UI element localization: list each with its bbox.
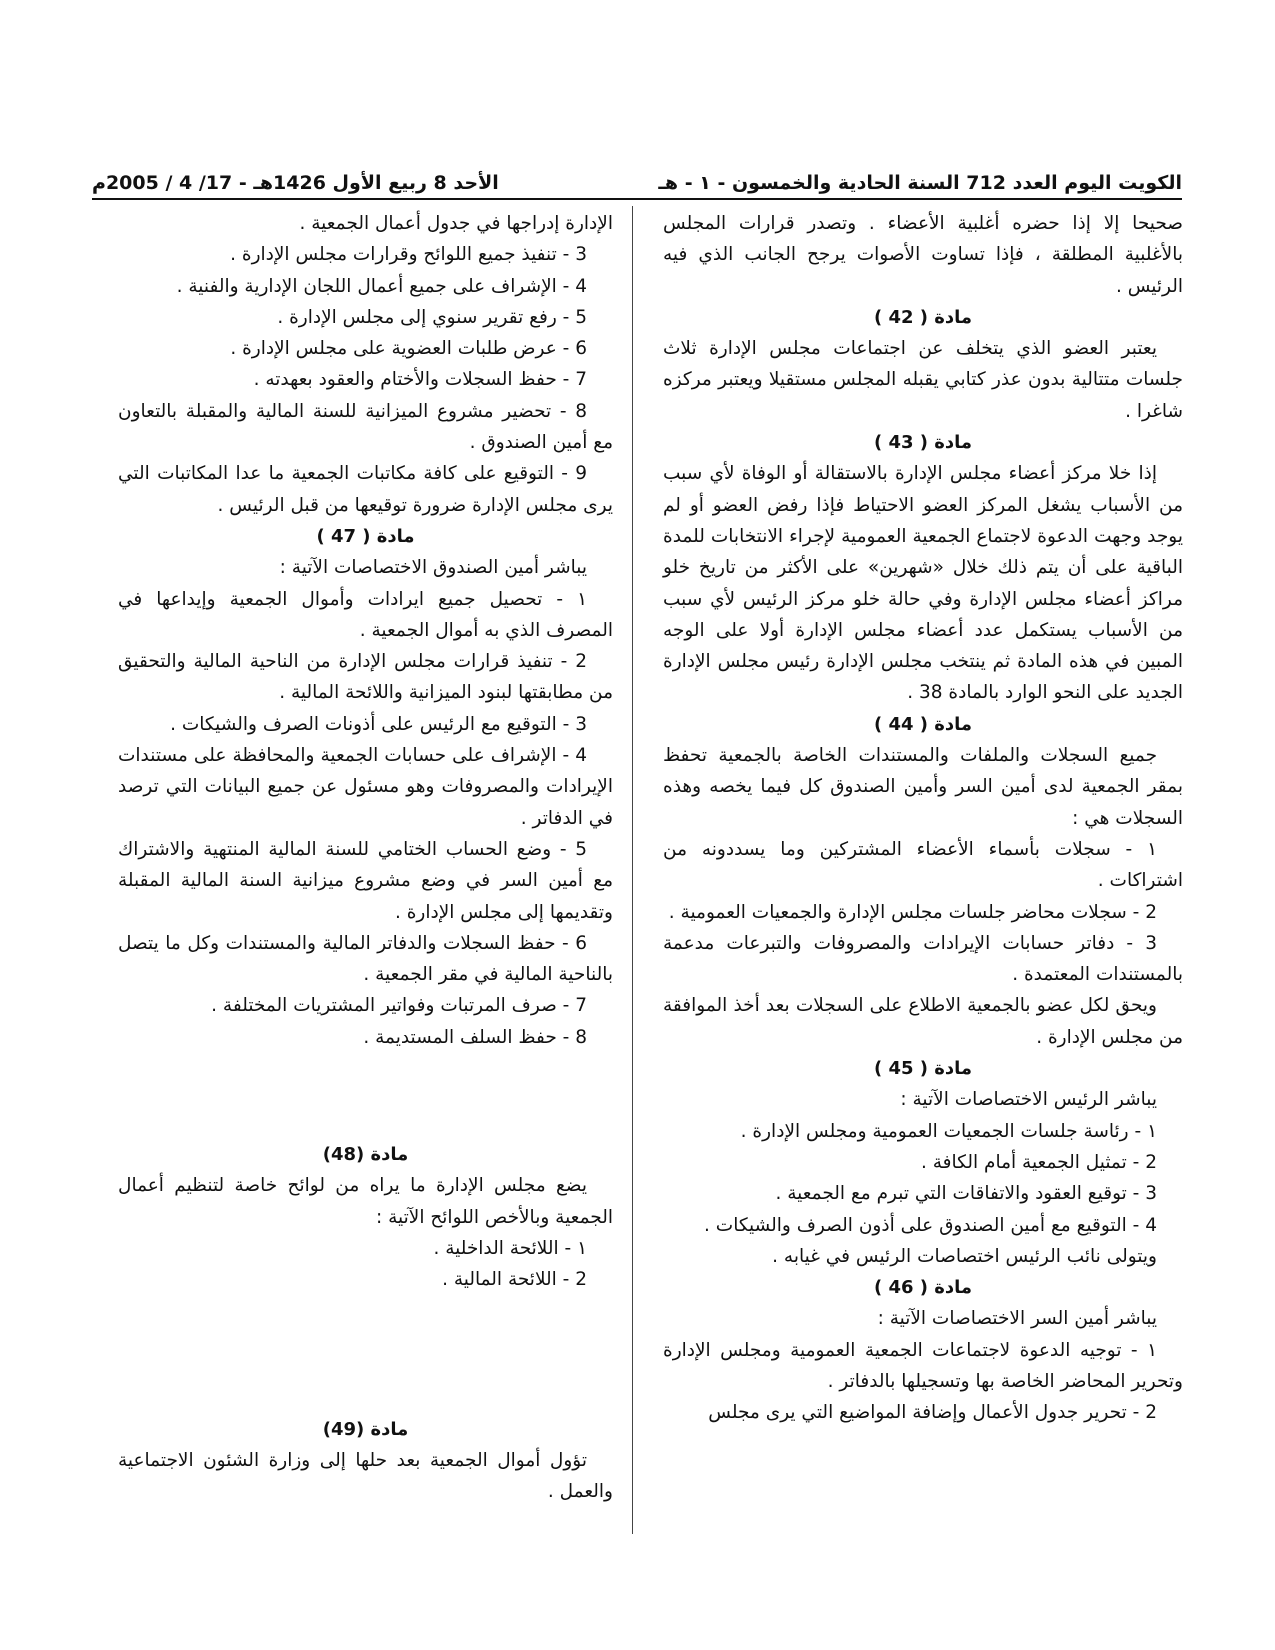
article-heading: مادة ( 46 ) <box>873 1277 973 1299</box>
list-item: 4 - الإشراف على جميع أعمال اللجان الإدارية والفنية . <box>176 275 587 297</box>
article-heading: مادة (48) <box>322 1144 409 1166</box>
list-item: 9 - التوقيع على كافة مكاتبات الجمعية ما عدا المكاتبات التي يرى مجلس الإدارة ضرورة توقيعها من قبل الرئيس . <box>118 463 613 516</box>
list-item: 8 - تحضير مشروع الميزانية للسنة المالية والمقبلة بالتعاون مع أمين الصندوق . <box>118 400 613 454</box>
spacer <box>118 1296 613 1414</box>
list-item: 2 - اللائحة المالية . <box>442 1269 587 1291</box>
paragraph: يباشر أمين الصندوق الاختصاصات الآتية : <box>279 557 587 579</box>
list-item: ١ - رئاسة جلسات الجمعيات العمومية ومجلس الإدارة . <box>740 1120 1157 1142</box>
paragraph: ويتولى نائب الرئيس اختصاصات الرئيس في غيابه . <box>772 1245 1157 1267</box>
paragraph: ويحق لكل عضو بالجمعية الاطلاع على السجلات بعد أخذ الموافقة من مجلس الإدارة . <box>663 995 1183 1048</box>
list-item: 4 - التوقيع مع أمين الصندوق على أذون الصرف والشيكات . <box>704 1214 1157 1236</box>
paragraph: جميع السجلات والملفات والمستندات الخاصة بالجمعية تحفظ بمقر الجمعية لدى أمين السر وأمين الصندوق كل فيما يخصه وهذه السجلات هي : <box>663 745 1183 829</box>
spacer <box>118 1053 613 1139</box>
paragraph: صحيحا إلا إذا حضره أغلبية الأعضاء . وتصدر قرارات المجلس بالأغلبية المطلقة ، فإذا تساوت الأصوات يرجح الجانب الذي فيه الرئيس . <box>663 213 1183 297</box>
paragraph: يباشر أمين السر الاختصاصات الآتية : <box>877 1308 1157 1330</box>
list-item: 5 - وضع الحساب الختامي للسنة المالية المنتهية والاشتراك مع أمين السر في وضع مشروع ميزانية السنة المالية المقبلة وتقديمها إلى مجلس الإدارة . <box>118 838 613 923</box>
article-heading: مادة ( 45 ) <box>873 1058 973 1080</box>
page-header <box>92 160 1182 200</box>
list-item: 3 - توقيع العقود والاتفاقات التي تبرم مع الجمعية . <box>775 1183 1157 1205</box>
list-item: 5 - رفع تقرير سنوي إلى مجلس الإدارة . <box>277 306 587 328</box>
right-column <box>663 208 1183 1429</box>
list-item: 6 - عرض طلبات العضوية على مجلس الإدارة . <box>230 338 587 360</box>
issue-date: الأحد 8 ربيع الأول 1426هـ - 17/ 4 / 2005م <box>92 172 499 194</box>
list-item: 6 - حفظ السجلات والدفاتر المالية والمستندات وكل ما يتصل بالناحية المالية في مقر الجمعية . <box>118 932 613 986</box>
article-heading: مادة ( 44 ) <box>873 713 973 735</box>
list-item: 3 - تنفيذ جميع اللوائح وقرارات مجلس الإدارة . <box>230 244 587 266</box>
list-item: 7 - حفظ السجلات والأختام والعقود بعهدته . <box>253 369 587 391</box>
list-item: 3 - دفاتر حسابات الإيرادات والمصروفات والتبرعات مدعمة بالمستندات المعتمدة . <box>663 932 1183 986</box>
left-column <box>118 208 613 1507</box>
article-heading: مادة ( 47 ) <box>316 525 415 547</box>
list-item: ١ - اللائحة الداخلية . <box>433 1237 587 1259</box>
paragraph: إذا خلا مركز أعضاء مجلس الإدارة بالاستقالة أو الوفاة لأي سبب من الأسباب يشغل المركز العضو الاحتياط فإذا رفض العضو أو لم يوجد وجهت الدعوة لاجتماع الجمعية العمومية لإجراء الانتخابات للمدة الباقية على أن يتم ذلك خلال «شهرين» على الأكثر من تاريخ خلو مراكز أعضاء مجلس الإدارة وفي حالة خلو مركز الرئيس لأي سبب من الأسباب يستكمل عدد أعضاء مجلس الإدارة أولا على الوجه المبين في هذه المادة ثم ينتخب مجلس الإدارة رئيس مجلس الإدارة الجديد على النحو الوارد بالمادة 38 . <box>663 463 1183 704</box>
paragraph: تؤول أموال الجمعية بعد حلها إلى وزارة الشئون الاجتماعية والعمل . <box>118 1449 613 1503</box>
list-item: 4 - الإشراف على حسابات الجمعية والمحافظة على مستندات الإيرادات والمصروفات وهو مسئول عن جميع البيانات التي ترصد في الدفاتر . <box>118 745 613 829</box>
paragraph: الإدارة إدراجها في جدول أعمال الجمعية . <box>299 213 613 234</box>
paragraph: يباشر الرئيس الاختصاصات الآتية : <box>900 1089 1157 1111</box>
list-item: 2 - سجلات محاضر جلسات مجلس الإدارة والجمعيات العمومية . <box>668 901 1157 923</box>
list-item: 2 - تمثيل الجمعية أمام الكافة . <box>920 1151 1157 1173</box>
issue-info: الكويت اليوم العدد 712 السنة الحادية والخمسون - ١ - هـ <box>658 172 1182 194</box>
list-item: 2 - تحرير جدول الأعمال وإضافة المواضيع التي يرى مجلس <box>708 1402 1157 1424</box>
list-item: ١ - سجلات بأسماء الأعضاء المشتركين وما يسددونه من اشتراكات . <box>663 838 1183 892</box>
paragraph: يضع مجلس الإدارة ما يراه من لوائح خاصة لتنظيم أعمال الجمعية وبالأخص اللوائح الآتية : <box>118 1175 613 1228</box>
article-heading: مادة ( 43 ) <box>873 432 973 454</box>
article-heading: مادة (49) <box>322 1418 409 1440</box>
article-heading: مادة ( 42 ) <box>873 306 973 328</box>
list-item: ١ - تحصيل جميع ايرادات وأموال الجمعية وإيداعها في المصرف الذي به أموال الجمعية . <box>118 588 613 641</box>
list-item: ١ - توجيه الدعوة لاجتماعات الجمعية العمومية ومجلس الإدارة وتحرير المحاضر الخاصة بها وتسجيلها بالدفاتر . <box>663 1339 1183 1392</box>
paragraph: يعتبر العضو الذي يتخلف عن اجتماعات مجلس الإدارة ثلاث جلسات متتالية بدون عذر كتابي يقبله المجلس مستقيلا ويعتبر مركزه شاغرا . <box>663 338 1183 422</box>
list-item: 7 - صرف المرتبات وفواتير المشتريات المختلفة . <box>211 995 587 1017</box>
list-item: 8 - حفظ السلف المستديمة . <box>363 1026 587 1048</box>
list-item: 2 - تنفيذ قرارات مجلس الإدارة من الناحية المالية والتحقيق من مطابقتها لبنود الميزانية واللائحة المالية . <box>118 651 613 704</box>
column-divider <box>632 206 633 1534</box>
list-item: 3 - التوقيع مع الرئيس على أذونات الصرف والشيكات . <box>170 713 587 735</box>
